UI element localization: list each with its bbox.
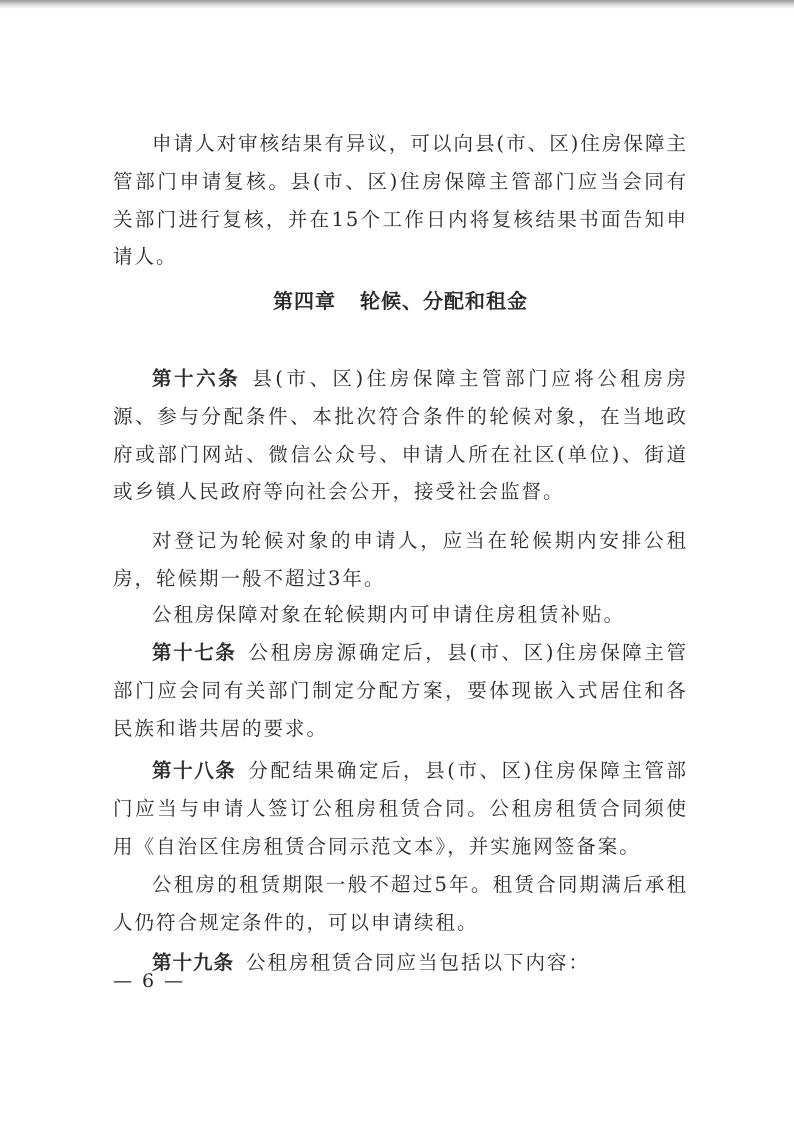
article-19	[113, 944, 688, 982]
chapter-title: 轮候、分配和租金	[360, 289, 528, 313]
article-text: 县(市、区)住房保障主管部门应将公租房房源、参与分配条件、本批次符合条件的轮候对象，在当地政府或部门网站、微信公众号、申请人所在社区(单位)、街道或乡镇人民政府等向社会公开，接受社会监督。	[113, 367, 688, 504]
article-16-paragraph-2	[113, 522, 688, 598]
article-label: 第十七条	[152, 641, 237, 664]
paragraph-text: 公租房保障对象在轮候期内可申请住房租赁补贴。	[152, 603, 626, 626]
chapter-number: 第四章	[273, 289, 336, 313]
article-16-paragraph-3	[113, 596, 688, 634]
page-number: — 6 —	[113, 970, 186, 992]
article-18-paragraph-2	[113, 866, 688, 942]
article-16	[113, 360, 688, 511]
paragraph-text: 公租房的租赁期限一般不超过5年。租赁合同期满后承租人仍符合规定条件的，可以申请续租。	[113, 873, 688, 934]
paragraph-text: 申请人对审核结果有异议，可以向县(市、区)住房保障主管部门申请复核。县(市、区)住房保障主管部门应当会同有关部门进行复核，并在15个工作日内将复核结果书面告知申请人。	[113, 132, 688, 269]
article-text: 公租房房源确定后，县(市、区)住房保障主管部门应会同有关部门制定分配方案，要体现嵌入式居住和各民族和谐共居的要求。	[113, 641, 688, 740]
article-17	[113, 634, 688, 747]
article-label: 第十六条	[152, 367, 241, 390]
chapter-heading	[113, 285, 688, 314]
article-18	[113, 752, 688, 865]
article-label: 第十九条	[152, 951, 235, 974]
paragraph-review-objection	[113, 125, 688, 276]
paragraph-text: 对登记为轮候对象的申请人，应当在轮候期内安排公租房，轮候期一般不超过3年。	[113, 529, 688, 590]
article-label: 第十八条	[152, 759, 237, 782]
article-text: 分配结果确定后，县(市、区)住房保障主管部门应当与申请人签订公租房租赁合同。公租房租赁合同须使用《自治区住房租赁合同示范文本》，并实施网签备案。	[113, 759, 688, 858]
article-text: 公租房租赁合同应当包括以下内容：	[246, 951, 591, 974]
